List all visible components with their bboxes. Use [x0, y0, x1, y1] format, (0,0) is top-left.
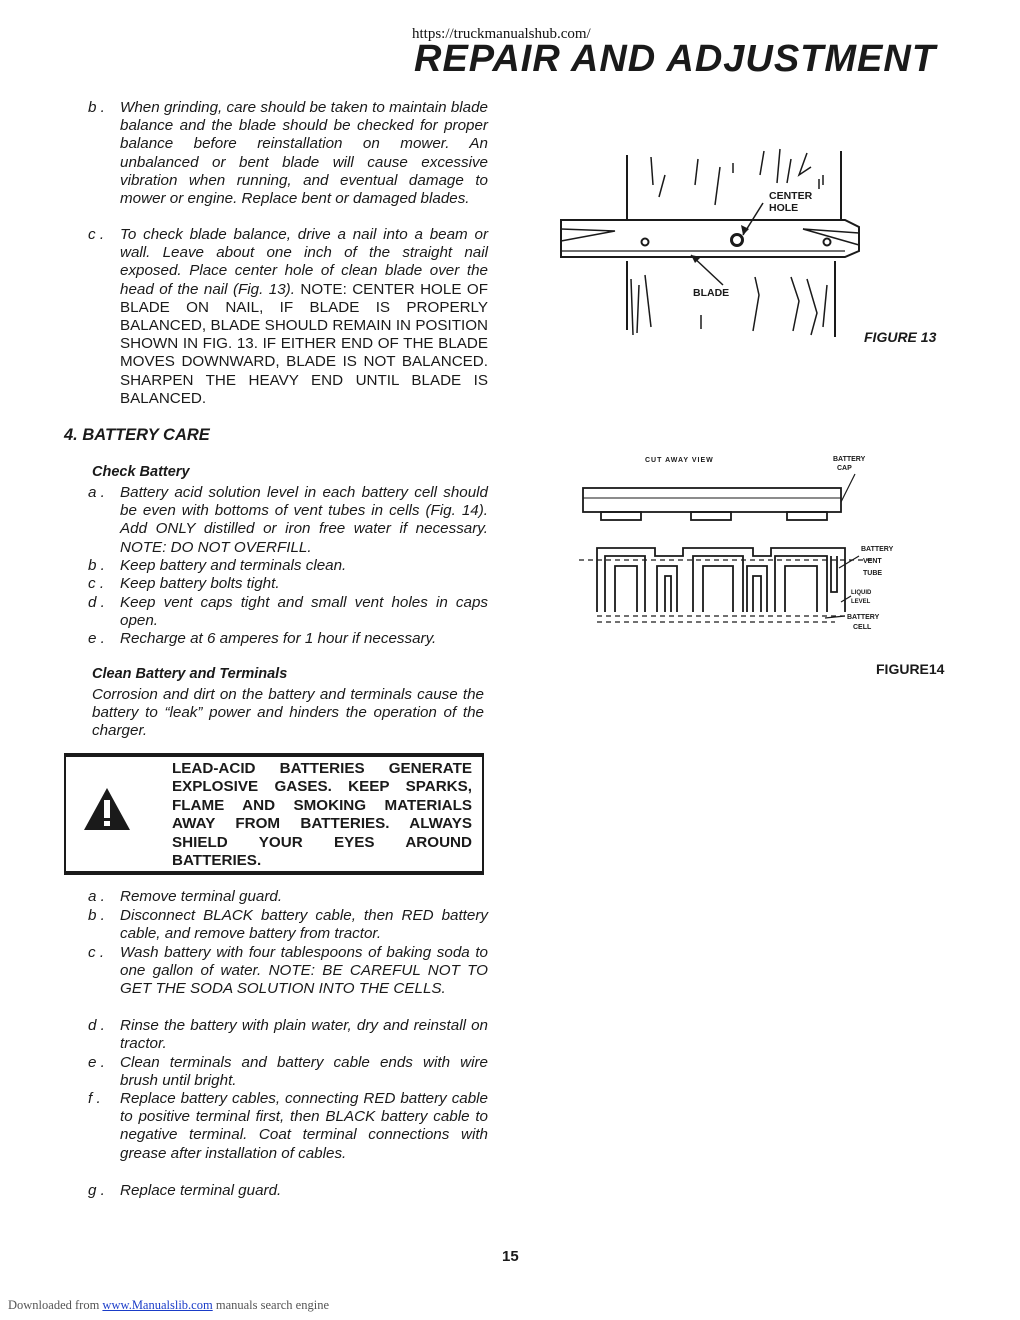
- item-label: c .: [88, 575, 105, 592]
- item-label: e .: [88, 630, 105, 647]
- item-text: Rinse the battery with plain water, dry and reinstall on tractor.: [120, 1017, 488, 1053]
- list-item-step-a: [88, 888, 488, 906]
- figure-14-caption: [876, 661, 944, 677]
- item-label: b .: [88, 99, 105, 116]
- label-blade: BLADE: [693, 287, 730, 299]
- item-label: c .: [88, 226, 105, 243]
- list-item-step-b: [88, 907, 488, 943]
- item-text: Disconnect BLACK battery cable, then RED battery cable, and remove battery from tractor.: [120, 907, 488, 943]
- item-label: a .: [88, 888, 105, 905]
- list-item-check-b: [88, 557, 488, 575]
- source-url[interactable]: https://truckmanualshub.com/: [412, 26, 591, 42]
- list-item-step-g: [88, 1182, 488, 1200]
- list-item-check-d: [88, 594, 488, 630]
- label-battery-vent-2: VENT: [863, 558, 882, 565]
- figure-caption-text: FIGURE 13: [864, 329, 937, 345]
- section-title-battery-care: 4. BATTERY CARE: [64, 426, 210, 444]
- subsection-title-clean-battery: Clean Battery and Terminals: [92, 666, 288, 682]
- item-text-italic: To check blade balance, drive a nail into a beam or wall. Leave about one inch of the straight nail exposed. Place center hole of clean blade over the head of the nail (Fig. 13).: [120, 226, 488, 298]
- clean-intro-text: Corrosion and dirt on the battery and terminals cause the battery to “leak” power and hinders the operation of the charger.: [92, 686, 484, 740]
- list-item-blade-c: [88, 226, 488, 408]
- list-item-blade-b: [88, 99, 488, 208]
- item-text: Battery acid solution level in each battery cell should be even with bottoms of vent tubes in cells (Fig. 14). Add ONLY distilled or iron free water if necessary. NOTE: DO NOT OVERFILL.: [120, 484, 488, 556]
- label-battery-cell-2: CELL: [853, 624, 872, 631]
- item-label: f .: [88, 1090, 101, 1107]
- page-number: 15: [502, 1248, 519, 1265]
- item-text: [120, 226, 488, 408]
- list-item-check-e: [88, 630, 488, 648]
- label-battery-cap-2: CAP: [837, 465, 852, 472]
- list-item-check-a: [88, 484, 488, 557]
- label-battery-cell-1: BATTERY: [847, 614, 880, 621]
- label-liquid-level-2: LEVEL: [851, 599, 871, 605]
- item-text: Wash battery with four tablespoons of baking soda to one gallon of water. NOTE: BE CAREFUL NOT TO GET THE SODA SOLUTION INTO THE CELLS.: [120, 944, 488, 998]
- item-text: Keep battery and terminals clean.: [120, 557, 347, 574]
- item-label: d .: [88, 594, 105, 611]
- item-text: When grinding, care should be taken to maintain blade balance and the blade should be checked for proper balance before reinstallation on mower. An unbalanced or bent blade will cause excessive vibration when running, and eventual damage to mower or engine. Replace bent or damaged blades.: [120, 99, 488, 208]
- figure-13-blade-diagram: [555, 145, 865, 340]
- item-label: e .: [88, 1054, 105, 1071]
- item-label: b .: [88, 557, 105, 574]
- item-text: Remove terminal guard.: [120, 888, 283, 905]
- figure-14-battery-diagram: [575, 452, 915, 636]
- list-item-step-f: [88, 1090, 488, 1163]
- item-label: g .: [88, 1182, 105, 1199]
- list-item-step-c: [88, 944, 488, 999]
- list-item-step-e: [88, 1054, 488, 1090]
- item-label: a .: [88, 484, 105, 501]
- item-note-caps: NOTE: CENTER HOLE OF BLADE ON NAIL, IF BLADE IS PROPERLY BALANCED, BLADE SHOULD REMAIN IN POSITION SHOWN IN FIG. 13. IF EITHER END OF THE BLADE MOVES DOWNWARD, BLADE IS NOT BALANCED. SHARPEN THE HEAVY END UNTIL BLADE IS BALANCED.: [120, 280, 488, 407]
- label-liquid-level-1: LIQUID: [851, 590, 872, 596]
- subsection-title-check-battery: Check Battery: [92, 464, 190, 480]
- figure-caption-text: FIGURE14: [876, 661, 945, 677]
- item-label: d .: [88, 1017, 105, 1034]
- item-text: Keep battery bolts tight.: [120, 575, 280, 592]
- item-text: Replace terminal guard.: [120, 1182, 282, 1199]
- page-title: REPAIR AND ADJUSTMENT: [414, 38, 937, 80]
- footer: [8, 1298, 329, 1313]
- footer-prefix: Downloaded from: [8, 1298, 100, 1312]
- item-label: c .: [88, 944, 105, 961]
- item-text: Replace battery cables, connecting RED battery cable to positive terminal first, then BLACK battery cable to negative terminal. Coat terminal connections with grease after installation of cables.: [120, 1090, 488, 1162]
- label-battery-cap-1: BATTERY: [833, 456, 866, 463]
- item-text: Clean terminals and battery cable ends with wire brush until bright.: [120, 1054, 488, 1090]
- item-text: Keep vent caps tight and small vent holes in caps open.: [120, 594, 488, 630]
- warning-text: LEAD-ACID BATTERIES GENERATE EXPLOSIVE GASES. KEEP SPARKS, FLAME AND SMOKING MATERIALS AWAY FROM BATTERIES. ALWAYS SHIELD YOUR EYES AROUND BATTERIES.: [172, 760, 472, 870]
- label-battery-vent-1: BATTERY: [861, 546, 894, 553]
- list-item-step-d: [88, 1017, 488, 1053]
- item-text: Recharge at 6 amperes for 1 hour if necessary.: [120, 630, 437, 647]
- figure-13-caption: [864, 329, 936, 345]
- item-label: b .: [88, 907, 105, 924]
- label-cutaway-view: CUT AWAY VIEW: [645, 457, 714, 464]
- label-center: CENTER: [769, 190, 813, 202]
- label-battery-vent-3: TUBE: [863, 570, 883, 577]
- list-item-check-c: [88, 575, 488, 593]
- footer-link[interactable]: www.Manualslib.com: [102, 1298, 213, 1312]
- label-hole: HOLE: [769, 202, 799, 214]
- footer-suffix: manuals search engine: [215, 1298, 329, 1312]
- warning-triangle-icon: [82, 786, 132, 832]
